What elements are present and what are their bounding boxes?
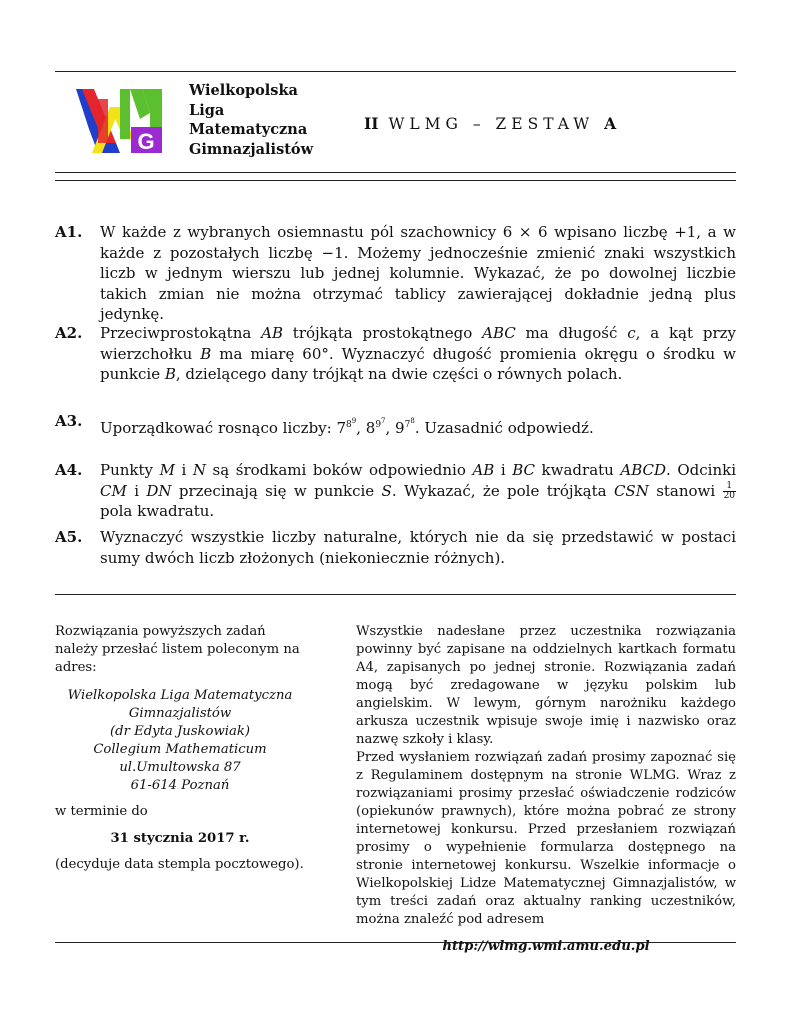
header-rule-2 [55,180,736,181]
address-line: ul.Umultowska 87 [119,760,241,775]
task-a2 [55,323,736,385]
org-line: Wielkopolska [189,82,298,99]
task-text: Przeciwprostokątna AB trójkąta prostokątnego ABC ma długość c, a kąt przy wierzchołku B ma miarę 60°. Wyznaczyć długość promienia okręgu o środku w punkcie B, dzielącego dany trójkąt na dwie części o równych polach. [100,324,736,383]
set-title-text: WLMG – ZESTAW [388,115,595,133]
org-line: Liga [189,101,225,119]
task-a1 [55,222,736,325]
svg-text:G: G [137,129,155,153]
bottom-rule [55,942,736,943]
address-line: Wielkopolska Liga Matematyczna [67,688,293,703]
task-text: Punkty M i N są środkami boków odpowiednio AB i BC kwadratu ABCD. Odcinki CM i DN przecinają się w punkcie S. Wykazać, że pole trójkąta CSN stanowi $\frac{1}{20}$ pola kwadratu. [100,461,737,520]
task-label: A1. [55,223,83,241]
rules-paragraph-1: Wszystkie nadesłane przez uczestnika rozwiązania powinny być zapisane na oddzielnych kartkach formatu A4, zapisanych po jednej stronie. Rozwiązania zadań mogą być zredagowane w języku polskim lub angielskim. W lewym, górnym narożniku każdego arkusza uczestnik wpisuje swoje imię i nazwisko oraz nazwę szkoły i klasy. [356,624,736,747]
address-line: (dr Edyta Juskowiak) [110,724,250,739]
mailing-address [55,687,305,795]
top-rule [55,71,736,72]
postmark-note: (decyduje data stempla pocztowego). [55,857,304,872]
organization-name [189,81,313,159]
submission-intro: Rozwiązania powyższych zadań należy przesłać listem poleconym na adres: [55,624,300,675]
section-rule [55,594,736,595]
task-label: A3. [55,412,83,430]
wlmg-logo [76,89,162,153]
task-a3 [55,411,736,439]
header-rule-1 [55,172,736,173]
address-line: Gimnazjalistów [128,706,232,721]
submission-info [55,623,305,874]
edition-numeral: II [364,114,379,133]
address-line: Collegium Mathematicum [93,742,267,757]
task-a5 [55,527,736,568]
org-line: Gimnazjalistów [189,140,314,158]
website-link[interactable]: http://wlmg.wmi.amu.edu.pl [442,939,650,954]
task-text: Wyznaczyć wszystkie liczby naturalne, których nie da się przedstawić w postaci sumy dwóch liczb złożonych (niekoniecznie różnych). [100,528,736,567]
set-letter: A [604,114,617,133]
task-a4 [55,460,736,522]
term-label: w terminie do [55,804,148,819]
org-line: Matematyczna [189,121,308,138]
task-text: W każde z wybranych osiemnastu pól szachownicy 6 × 6 wpisano liczbę +1, a w każde z pozostałych liczbę −1. Możemy jednocześnie zmienić znaki wszystkich liczb w jednym wierszu lub jednej kolumnie. Wykazać, że po dowolnej liczbie takich zmian nie można otrzymać tablicy zawierającej dokładnie jedną plus jedynkę. [100,223,736,323]
set-title [364,114,616,133]
rules-info [356,623,736,956]
task-label: A5. [55,528,83,546]
deadline: 31 stycznia 2017 r. [110,831,250,846]
rules-paragraph-2: Przed wysłaniem rozwiązań zadań prosimy zapoznać się z Regulaminem dostępnym na stronie WLMG. Wraz z rozwiązaniami prosimy przesłać oświadczenie rodziców (opiekunów prawnych), które można pobrać ze strony internetowej konkursu. Przed przesłaniem rozwiązań prosimy o wypełnienie formularza dostępnego na stronie internetowej konkursu. Wszelkie informacje o Wielkopolskiej Lidze Matematycznej Gimnazjalistów, w tym treści zadań oraz aktualny ranking uczestników, można znaleźć pod adresem [356,750,736,927]
address-line: 61-614 Poznań [130,778,230,793]
task-label: A2. [55,324,83,342]
task-text: Uporządkować rosnąco liczby: $7^{8^9}$, $8^{9^7}$, $9^{7^8}$. Uzasadnić odpowiedź. [100,417,594,437]
fraction: $\frac{1}{20}$ [723,481,736,501]
task-label: A4. [55,461,83,479]
